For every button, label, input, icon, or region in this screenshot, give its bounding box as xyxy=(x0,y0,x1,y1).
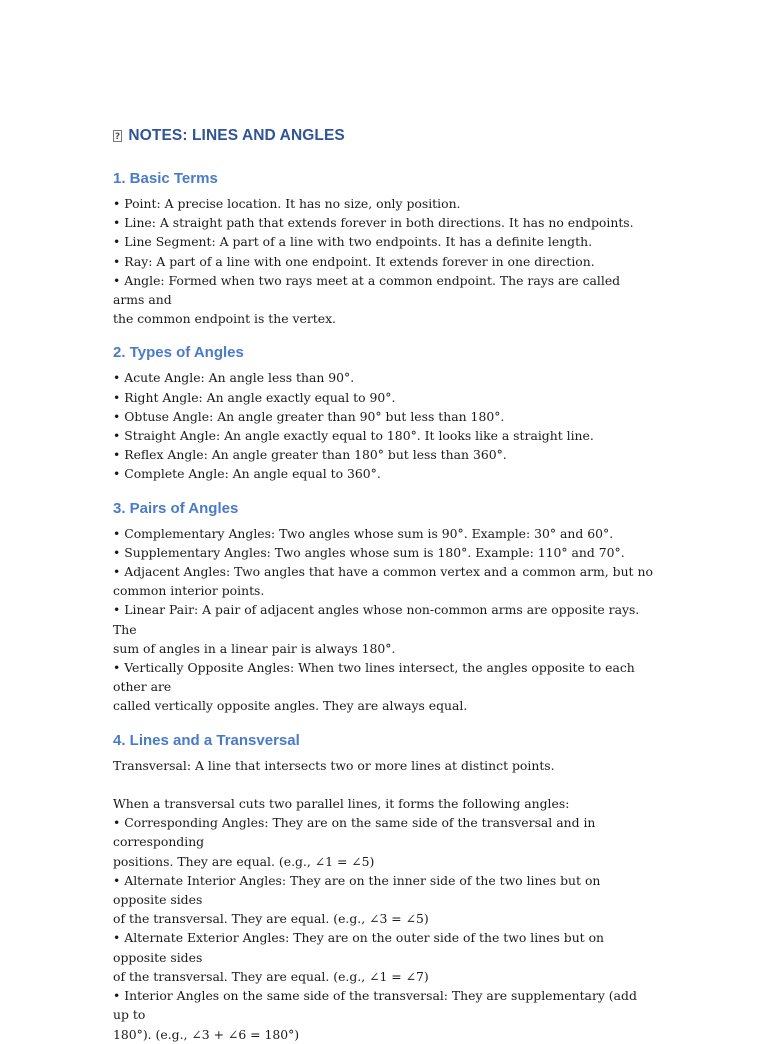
document-title xyxy=(113,124,655,148)
text-line: • Obtuse Angle: An angle greater than 90° but less than 180°. xyxy=(113,408,505,424)
text-line: • Interior Angles on the same side of the transversal: They are supplementary (add up to xyxy=(113,988,637,1023)
text-line: • Point: A precise location. It has no size, only position. xyxy=(113,196,461,211)
section xyxy=(113,498,655,716)
text-line: • Line: A straight path that extends forever in both directions. It has no endpoints. xyxy=(113,215,634,231)
text-line: When a transversal cuts two parallel lines, it forms the following angles: xyxy=(113,796,570,812)
text-line: • Straight Angle: An angle exactly equal to 180°. It looks like a straight line. xyxy=(113,428,594,444)
text-line: • Acute Angle: An angle less than 90°. xyxy=(113,370,355,386)
text-line: positions. They are equal. (e.g., ∠1 = ∠5) xyxy=(113,853,375,869)
text-line: • Linear Pair: A pair of adjacent angles whose non-common arms are opposite rays. The xyxy=(113,602,640,637)
text-line: of the transversal. They are equal. (e.g., ∠1 = ∠7) xyxy=(113,968,429,984)
text-line: 180°). (e.g., ∠3 + ∠6 = 180°) xyxy=(113,1026,300,1042)
text-line: Transversal: A line that intersects two or more lines at distinct points. xyxy=(113,757,555,773)
text-line: • Alternate Interior Angles: They are on the inner side of the two lines but on opposite sides xyxy=(113,872,601,908)
text-line: • Line Segment: A part of a line with two endpoints. It has a definite length. xyxy=(113,234,593,250)
text-line: • Complete Angle: An angle equal to 360°. xyxy=(113,466,381,482)
text-line: called vertically opposite angles. They are always equal. xyxy=(113,698,468,714)
text-line: • Ray: A part of a line with one endpoint. It extends forever in one direction. xyxy=(113,253,595,269)
text-line: • Reflex Angle: An angle greater than 180° but less than 360°. xyxy=(113,447,507,463)
placeholder-glyph-icon: ? xyxy=(114,132,121,142)
section xyxy=(113,342,655,483)
text-line: • Complementary Angles: Two angles whose sum is 90°. Example: 30° and 60°. xyxy=(113,525,614,541)
document-title-text: NOTES: LINES AND ANGLES xyxy=(128,127,345,144)
text-line: • Corresponding Angles: They are on the same side of the transversal and in corresponding xyxy=(113,815,596,850)
text-line: • Angle: Formed when two rays meet at a common endpoint. The rays are called arms and xyxy=(113,272,621,308)
text-line: • Right Angle: An angle exactly equal to 90°. xyxy=(113,389,396,405)
section-heading: 2. Types of Angles xyxy=(113,344,244,362)
text-line: • Supplementary Angles: Two angles whose sum is 180°. Example: 110° and 70°. xyxy=(113,544,625,560)
section xyxy=(113,730,655,1044)
text-line: • Vertically Opposite Angles: When two lines intersect, the angles opposite to each other are xyxy=(113,660,635,695)
section xyxy=(113,168,655,328)
text-line: sum of angles in a linear pair is always 180°. xyxy=(113,640,396,656)
section-heading: 4. Lines and a Transversal xyxy=(113,731,300,749)
text-line: • Adjacent Angles: Two angles that have a common vertex and a common arm, but no xyxy=(113,564,653,580)
text-line: of the transversal. They are equal. (e.g., ∠3 = ∠5) xyxy=(113,911,429,927)
section-heading: 1. Basic Terms xyxy=(113,170,218,187)
text-line: the common endpoint is the vertex. xyxy=(113,311,336,327)
text-line: • Alternate Exterior Angles: They are on the outer side of the two lines but on opposite sides xyxy=(113,930,605,965)
section-heading: 3. Pairs of Angles xyxy=(113,499,239,517)
notes-body xyxy=(113,168,655,1044)
text-line: common interior points. xyxy=(113,583,265,599)
blank-line xyxy=(113,775,655,794)
